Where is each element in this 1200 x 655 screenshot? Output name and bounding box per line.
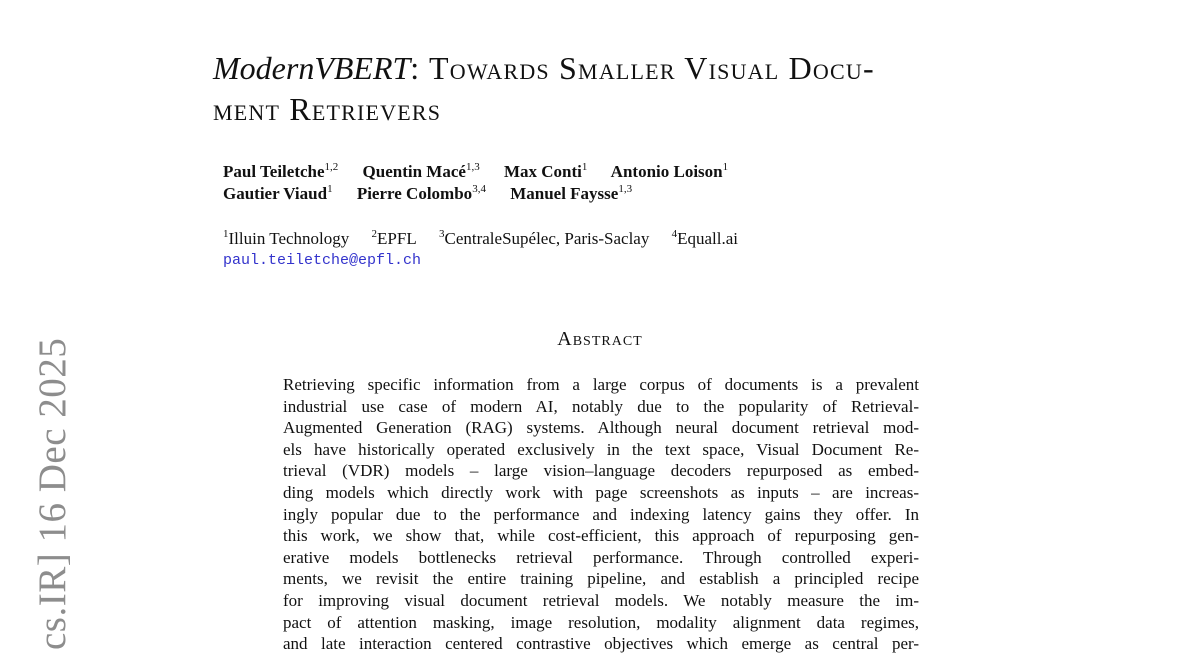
title-line-2: ment Retrievers	[213, 91, 442, 127]
abstract-line: ding models which directly work with page screenshots as inputs – are increas-	[283, 482, 919, 502]
author: Manuel Faysse$^{1,3}$	[510, 183, 633, 203]
paper-title	[213, 48, 1013, 130]
author-line-2	[223, 183, 748, 205]
arxiv-identifier-stamp: cs.IR] 16 Dec 2025	[31, 337, 74, 650]
author-line-1	[223, 161, 748, 183]
author: Paul Teiletche$^{1,2}$	[223, 161, 339, 181]
affiliation: $^2$EPFL	[371, 228, 417, 248]
affiliations	[223, 228, 756, 250]
author: Pierre Colombo$^{3,4}$	[356, 183, 486, 203]
contact-email-link[interactable]: paul.teiletche@epfl.ch	[223, 252, 422, 269]
author: Max Conti$^1$	[503, 161, 588, 181]
title-line-1: : Towards Smaller Visual Docu-	[410, 50, 875, 86]
abstract-line: Retrieving specific information from a large corpus of documents is a prevalent	[283, 375, 919, 394]
author: Antonio Loison$^1$	[610, 161, 729, 181]
author: Gautier Viaud$^1$	[223, 183, 333, 203]
abstract-line: and late interaction centered contrastive objectives which emerge as central per-	[283, 634, 919, 654]
abstract-line: Augmented Generation (RAG) systems. Although neural document retrieval mod-	[283, 418, 919, 438]
affiliation: $^3$CentraleSupélec, Paris-Saclay	[438, 228, 650, 248]
abstract-line: ments, we revisit the entire training pipeline, and establish a principled recipe	[283, 569, 919, 589]
abstract-line: els have historically operated exclusively in the text space, Visual Document Re-	[283, 439, 919, 459]
author-list	[223, 161, 748, 205]
author: Quentin Macé$^{1,3}$	[362, 161, 480, 181]
affiliation: $^1$Illuin Technology	[223, 228, 350, 248]
abstract-heading: Abstract	[557, 328, 643, 350]
abstract-line: industrial use case of modern AI, notably due to the popularity of Retrieval-	[283, 396, 919, 416]
abstract-line: for improving visual document retrieval models. We notably measure the im-	[283, 590, 919, 610]
abstract-line: this work, we show that, while cost-efficient, this approach of repurposing gen-	[283, 526, 919, 546]
abstract-body	[283, 374, 919, 655]
title-model-name: ModernVBERT	[213, 50, 411, 86]
abstract-line: erative models bottlenecks retrieval performance. Through controlled experi-	[283, 547, 919, 567]
affiliation: $^4$Equall.ai	[671, 228, 739, 248]
abstract-line: trieval (VDR) models – large vision–language decoders repurposed as embed-	[283, 461, 919, 481]
abstract-line: ingly popular due to the performance and indexing latency gains they offer. In	[283, 504, 919, 524]
abstract-line: pact of attention masking, image resolution, modality alignment data regimes,	[283, 612, 919, 632]
